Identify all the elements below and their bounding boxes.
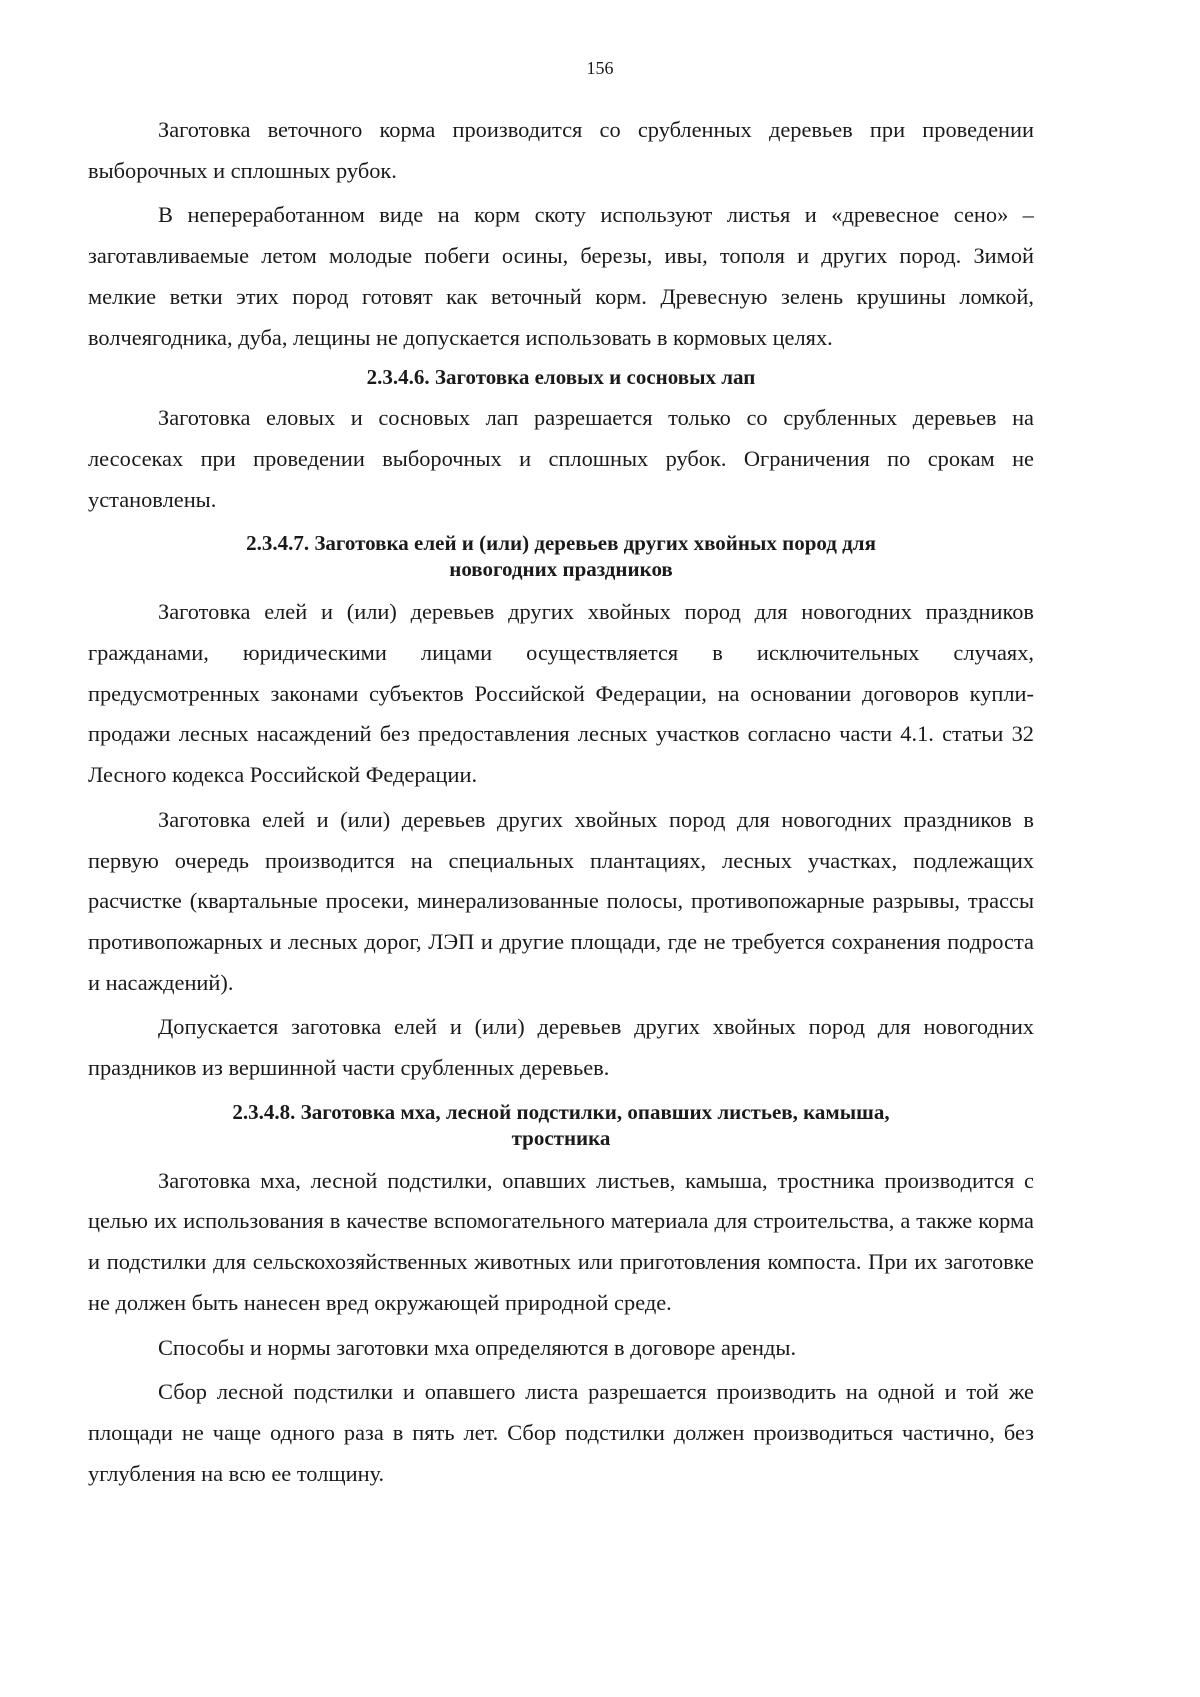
paragraph-moss-norms: Способы и нормы заготовки мха определяются в договоре аренды. — [158, 1334, 797, 1360]
paragraph-unprocessed-feed: В непереработанном виде на корм скоту используют листья и «древесное сено» – заготавливаемые летом молодые побеги осины, березы, ивы, тополя и других пород. Зимой мелкие ветки этих пород готовят как веточный корм. Древесную зелень крушины ломкой, волчеягодника, дуба, лещины не допускается использовать в кормовых целях. — [88, 202, 1034, 350]
section-heading-2-3-4-7 — [88, 530, 1034, 582]
section-heading-2-3-4-6 — [88, 364, 1034, 390]
heading-line: тростника — [511, 1125, 611, 1150]
paragraph-christmas-trees-citizens: Заготовка елей и (или) деревьев других хвойных пород для новогодних праздников гражданами, юридическими лицами осуществляется в исключительных случаях, предусмотренных законами субъектов Российской Федерации, на основании договоров купли-продажи лесных насаждений без предоставления лесных участков согласно части 4.1. статьи 32 Лесного кодекса Российской Федерации. — [88, 599, 1034, 788]
paragraph-moss-litter-purpose: Заготовка мха, лесной подстилки, опавших листьев, камыша, тростника производится с целью их использования в качестве вспомогательного материала для строительства, а также корма и подстилки для сельскохозяйственных животных или приготовления компоста. При их заготовке не должен быть нанесен вред окружающей природной среде. — [88, 1167, 1034, 1315]
paragraph-christmas-trees-plantations: Заготовка елей и (или) деревьев других хвойных пород для новогодних праздников в первую очередь производится на специальных плантациях, лесных участках, подлежащих расчистке (квартальные просеки, минерализованные полосы, противопожарные разрывы, трассы противопожарных и лесных дорог, ЛЭП и другие площади, где не требуется сохранения подроста и насаждений). — [88, 806, 1034, 995]
page-number: 156 — [586, 58, 614, 78]
heading-line: 2.3.4.6. Заготовка еловых и сосновых лап — [366, 365, 756, 390]
heading-line: 2.3.4.8. Заготовка мха, лесной подстилки, опавших листьев, камыша, — [232, 1099, 890, 1124]
heading-line: новогодних праздников — [449, 557, 673, 582]
section-heading-2-3-4-8 — [88, 1099, 1034, 1151]
paragraph-branch-feed: Заготовка веточного корма производится со срубленных деревьев при проведении выборочных и сплошных рубок. — [88, 117, 1034, 183]
page-content — [88, 110, 1034, 1498]
paragraph-spruce-pine-branches: Заготовка еловых и сосновых лап разрешается только со срубленных деревьев на лесосеках при проведении выборочных и сплошных рубок. Ограничения по срокам не установлены. — [88, 405, 1034, 512]
paragraph-christmas-trees-tops: Допускается заготовка елей и (или) деревьев других хвойных пород для новогодних праздников из вершинной части срубленных деревьев. — [88, 1014, 1034, 1081]
paragraph-litter-collection: Сбор лесной подстилки и опавшего листа разрешается производить на одной и той же площади не чаще одного раза в пять лет. Сбор подстилки должен производиться частично, без углубления на всю ее толщину. — [88, 1379, 1034, 1486]
heading-line: 2.3.4.7. Заготовка елей и (или) деревьев других хвойных пород для — [246, 531, 876, 556]
